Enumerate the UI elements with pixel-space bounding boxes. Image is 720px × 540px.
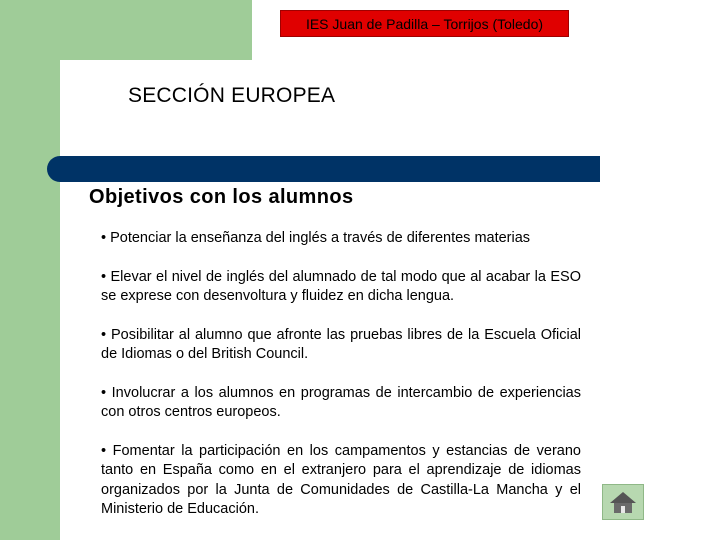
slide-heading: Objetivos con los alumnos [89,186,354,208]
decor-corner-curve [60,60,100,100]
home-icon [608,489,638,515]
list-item: • Potenciar la enseñanza del inglés a través de diferentes materias [101,230,531,246]
section-title: SECCIÓN EUROPEA [128,84,336,107]
title-divider-bar [47,156,600,182]
list-item: • Elevar el nivel de inglés del alumnado de tal modo que al acabar la ESO se exprese con desenvoltura y fluidez en dicha lengua. [101,268,581,304]
list-item: • Posibilitar al alumno que afronte las pruebas libres de la Escuela Oficial de Idiomas o del British Council. [101,326,581,362]
home-button[interactable] [602,484,644,520]
list-item: • Fomentar la participación en los campamentos y estancias de verano tanto en España como en el extranjero para el aprendizaje de idiomas organizados por la Junta de Comunidades de Castilla-La Mancha y el Ministerio de Educación. [101,442,581,517]
top-decor-band [60,0,252,60]
objectives-list [101,229,581,539]
left-decor-band [0,0,60,540]
school-header: IES Juan de Padilla – Torrijos (Toledo) [280,10,569,37]
list-item: • Involucrar a los alumnos en programas de intercambio de experiencias con otros centros europeos. [101,384,581,420]
